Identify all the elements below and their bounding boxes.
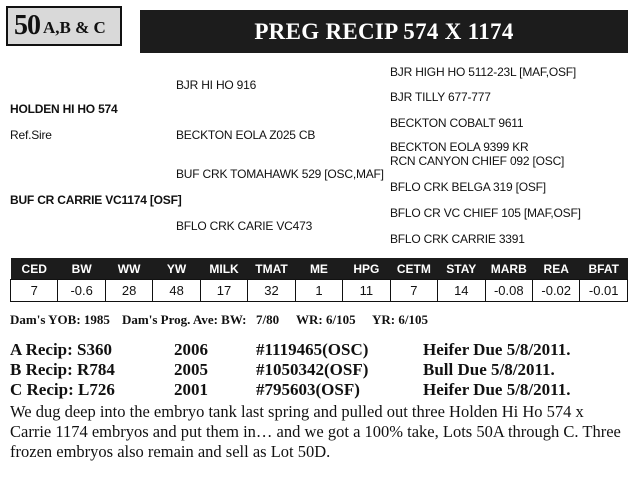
lot-title: PREG RECIP 574 X 1174 — [140, 10, 628, 53]
recip-year: 2001 — [174, 380, 208, 399]
epd-value: -0.6 — [58, 280, 105, 302]
recip-due: Heifer Due 5/8/2011. — [423, 340, 571, 359]
epd-header: YW — [153, 258, 200, 280]
recip-registration: #1050342(OSF) — [256, 360, 369, 379]
recip-year: 2005 — [174, 360, 208, 379]
ref-sire-label: Ref.Sire — [10, 128, 52, 142]
recip-id: B Recip: R784 — [10, 360, 115, 379]
epd-header: BW — [58, 258, 105, 280]
epd-header-row — [11, 258, 628, 280]
epd-value: 14 — [438, 280, 485, 302]
epd-header: CED — [11, 258, 58, 280]
epd-header: HPG — [343, 258, 390, 280]
sire-dam: BECKTON EOLA Z025 CB — [176, 128, 316, 142]
dam-bw: 7/80 — [256, 312, 280, 327]
epd-header: CETM — [390, 258, 437, 280]
epd-value: -0.08 — [485, 280, 532, 302]
sire-dam-sire: BECKTON COBALT 9611 — [390, 116, 524, 130]
recip-due: Heifer Due 5/8/2011. — [423, 380, 571, 399]
epd-value: 7 — [11, 280, 58, 302]
epd-header: BFAT — [580, 258, 628, 280]
dam-dam-sire: BFLO CR VC CHIEF 105 [MAF,OSF] — [390, 206, 581, 220]
recip-registration: #1119465(OSC) — [256, 340, 369, 359]
dam-yr: YR: 6/105 — [372, 312, 428, 327]
dam-sire-sire: RCN CANYON CHIEF 092 [OSC] — [390, 154, 565, 168]
dam-sire: BUF CRK TOMAHAWK 529 [OSC,MAF] — [176, 167, 384, 181]
epd-value: 7 — [390, 280, 437, 302]
lot-number: 50 — [14, 10, 40, 41]
epd-value: -0.02 — [532, 280, 579, 302]
sire-sire-dam: BJR TILLY 677-777 — [390, 90, 491, 104]
recip-year: 2006 — [174, 340, 208, 359]
epd-table — [10, 258, 628, 302]
epd-value: -0.01 — [580, 280, 628, 302]
sire-sire-sire: BJR HIGH HO 5112-23L [MAF,OSF] — [390, 65, 577, 79]
epd-header: MARB — [485, 258, 532, 280]
epd-header: TMAT — [248, 258, 295, 280]
recip-registration: #795603(OSF) — [256, 380, 360, 399]
dam-dam-dam: BFLO CRK CARRIE 3391 — [390, 232, 525, 246]
epd-value: 28 — [105, 280, 152, 302]
epd-value: 48 — [153, 280, 200, 302]
dam-yob: Dam's YOB: 1985 — [10, 312, 110, 327]
dam-sire-dam: BFLO CRK BELGA 319 [OSF] — [390, 180, 546, 194]
sire-dam-dam: BECKTON EOLA 9399 KR — [390, 140, 529, 154]
lot-description: We dug deep into the embryo tank last spring and pulled out three Holden Hi Ho 574 x Carrie 1174 embryos and put them in… and we got a 100% take, Lots 50A through C. Three frozen embryos also remain and sell as Lot 50D. — [10, 402, 621, 461]
epd-value-row — [11, 280, 628, 302]
recip-due: Bull Due 5/8/2011. — [423, 360, 555, 379]
epd-header: ME — [295, 258, 342, 280]
epd-value: 11 — [343, 280, 390, 302]
epd-header: WW — [105, 258, 152, 280]
sire: HOLDEN HI HO 574 — [10, 102, 118, 116]
recip-id: C Recip: L726 — [10, 380, 115, 399]
dam-prog-label: Dam's Prog. Ave: BW: — [122, 312, 247, 327]
dam: BUF CR CARRIE VC1174 [OSF] — [10, 193, 182, 207]
dam-dam: BFLO CRK CARIE VC473 — [176, 219, 313, 233]
epd-header: STAY — [438, 258, 485, 280]
epd-value: 17 — [200, 280, 247, 302]
epd-value: 1 — [295, 280, 342, 302]
lot-number-box — [6, 6, 122, 46]
epd-header: MILK — [200, 258, 247, 280]
lot-subletters: A,B & C — [43, 18, 106, 37]
dam-wr: WR: 6/105 — [296, 312, 356, 327]
epd-header: REA — [532, 258, 579, 280]
recip-id: A Recip: S360 — [10, 340, 112, 359]
sire-sire: BJR HI HO 916 — [176, 78, 257, 92]
epd-value: 32 — [248, 280, 295, 302]
